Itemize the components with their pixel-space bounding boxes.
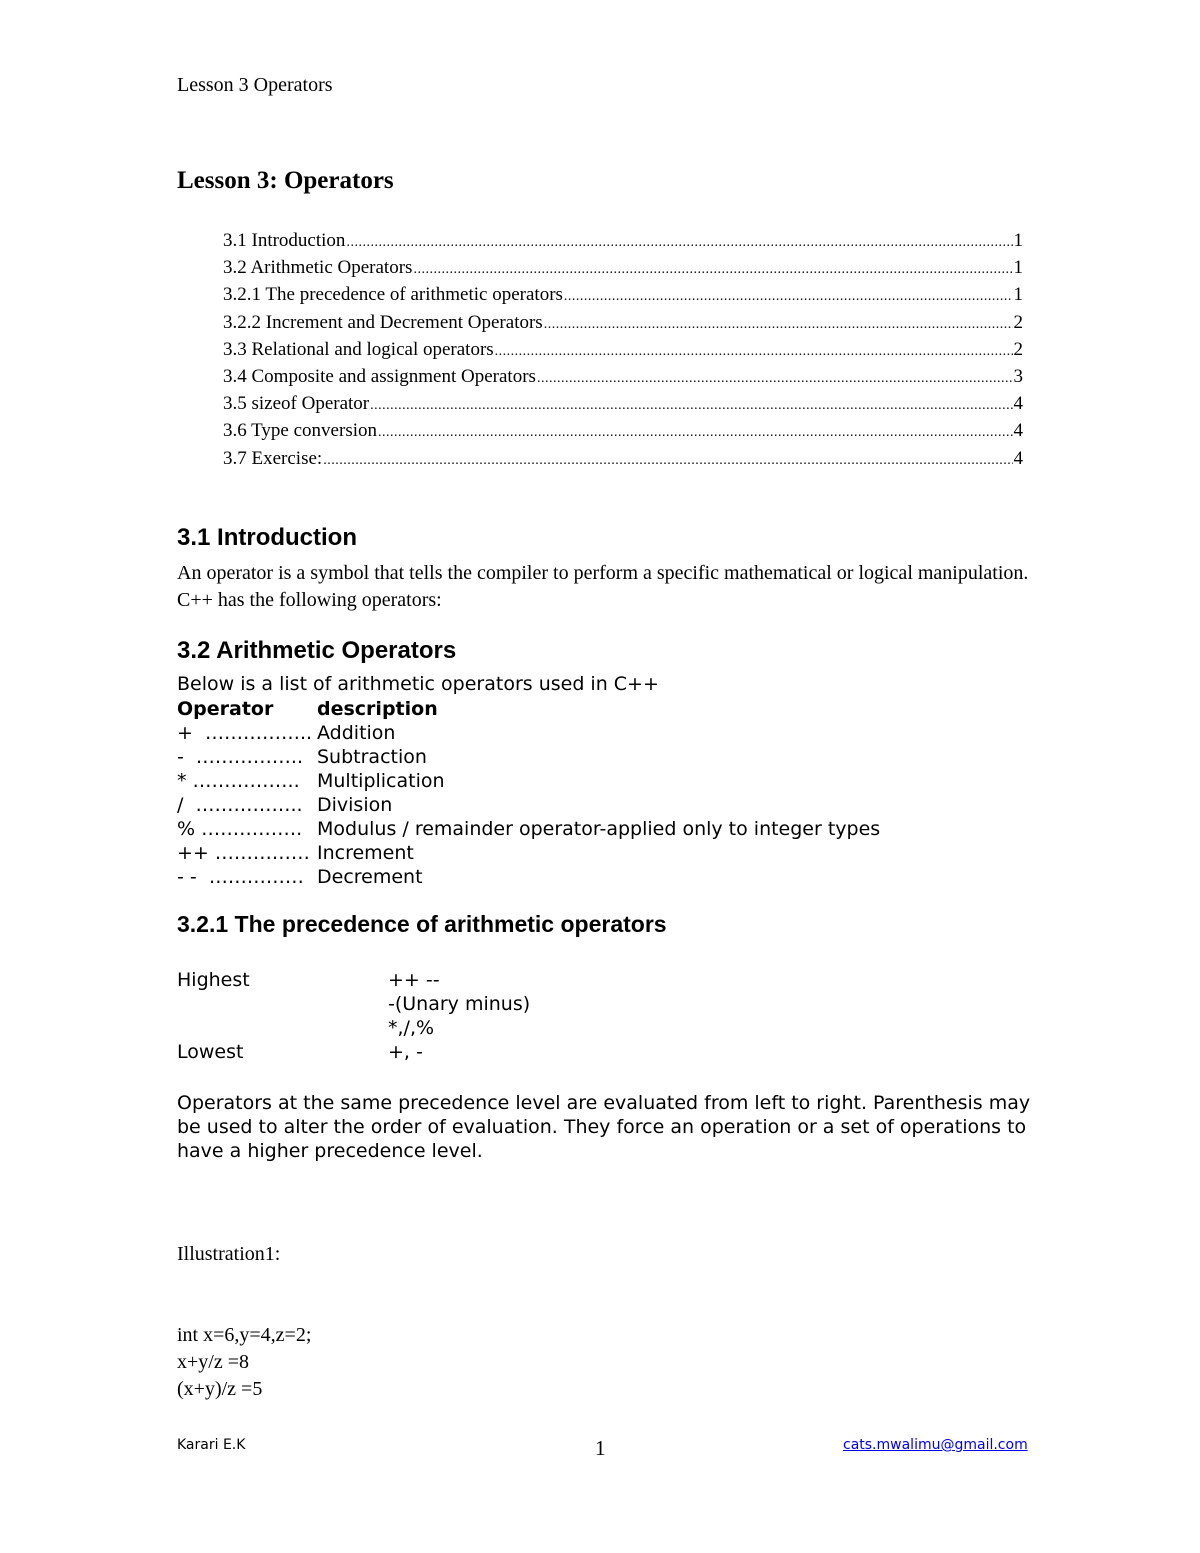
- toc-entry[interactable]: [223, 284, 1023, 311]
- toc-entry-title: 3.2.1 The precedence of arithmetic operators: [223, 284, 563, 306]
- toc-entry-title: 3.2.2 Increment and Decrement Operators: [223, 311, 543, 333]
- toc-entry[interactable]: [223, 339, 1023, 366]
- operator-description: Increment: [317, 842, 414, 864]
- intro-heading: 3.1 Introduction: [177, 524, 357, 551]
- arithmetic-lead: Below is a list of arithmetic operators used in C++: [177, 673, 659, 695]
- operator-description: Multiplication: [317, 770, 445, 792]
- operator-row: [177, 793, 880, 817]
- arithmetic-heading: 3.2 Arithmetic Operators: [177, 637, 457, 664]
- document-title: Lesson 3: Operators: [177, 167, 394, 194]
- operator-symbol: * ……………..: [177, 770, 300, 792]
- precedence-operators: +, -: [388, 1041, 423, 1063]
- toc-entry-title: 3.5 sizeof Operator: [223, 393, 370, 415]
- operator-row: [177, 817, 880, 841]
- operator-list: [177, 697, 880, 889]
- toc-leader-dots: [323, 453, 1012, 469]
- toc-leader-dots: [544, 317, 1013, 333]
- toc-entry-page: 2: [1013, 338, 1023, 360]
- operator-symbol: % …………….: [177, 818, 303, 840]
- operator-row: [177, 841, 880, 865]
- description-column-header: description: [317, 698, 438, 720]
- precedence-operators: -(Unary minus): [388, 993, 531, 1015]
- toc-leader-dots: [564, 289, 1013, 305]
- precedence-row: [177, 1040, 530, 1064]
- toc-entry-page: 2: [1013, 311, 1023, 333]
- precedence-level: [177, 992, 388, 1016]
- toc-entry-page: 1: [1013, 257, 1023, 279]
- precedence-row: [177, 992, 530, 1016]
- operator-description: Modulus / remainder operator-applied only to integer types: [317, 818, 881, 840]
- toc-entry-page: 1: [1013, 230, 1023, 251]
- toc-entry-title: 3.7 Exercise:: [223, 447, 323, 469]
- toc-entry-title: 3.6 Type conversion: [223, 420, 377, 442]
- toc-entry-page: 4: [1013, 420, 1023, 442]
- operator-symbol: + ……………..: [177, 722, 313, 744]
- code-line: x+y/z =8: [177, 1351, 249, 1373]
- toc-entry[interactable]: [223, 366, 1023, 393]
- toc-entry-title: 3.1 Introduction: [223, 230, 346, 251]
- operator-symbol: - ……………..: [177, 746, 304, 768]
- operator-column-header: Operator: [177, 698, 274, 720]
- code-line: int x=6,y=4,z=2;: [177, 1324, 312, 1346]
- precedence-row: [177, 968, 530, 992]
- toc-entry[interactable]: [223, 230, 1023, 257]
- toc-entry-title: 3.3 Relational and logical operators: [223, 338, 494, 360]
- operator-row: [177, 745, 880, 769]
- toc-entry-title: 3.2 Arithmetic Operators: [223, 257, 413, 279]
- footer-author: Karari E.K: [177, 1437, 246, 1453]
- operator-row: [177, 769, 880, 793]
- operator-description: Decrement: [317, 866, 423, 888]
- toc-entry[interactable]: [223, 312, 1023, 339]
- toc-leader-dots: [413, 262, 1012, 278]
- precedence-table: [177, 968, 530, 1064]
- operator-symbol: - - ……………: [177, 866, 304, 888]
- toc-entry[interactable]: [223, 420, 1023, 447]
- toc-leader-dots: [495, 344, 1013, 360]
- footer-email-link[interactable]: cats.mwalimu@gmail.com: [843, 1437, 1028, 1453]
- toc-entry-page: 4: [1013, 393, 1023, 415]
- toc-leader-dots: [370, 398, 1012, 414]
- code-line: (x+y)/z =5: [177, 1378, 263, 1400]
- toc-entry-title: 3.4 Composite and assignment Operators: [223, 365, 536, 387]
- precedence-heading: 3.2.1 The precedence of arithmetic operators: [177, 911, 667, 937]
- toc-entry-page: 3: [1013, 365, 1023, 387]
- table-of-contents: [223, 230, 1023, 475]
- precedence-operators: *,/,%: [388, 1017, 435, 1039]
- precedence-level: [177, 1016, 388, 1040]
- precedence-row: [177, 1016, 530, 1040]
- toc-entry[interactable]: [223, 393, 1023, 420]
- toc-leader-dots: [537, 371, 1013, 387]
- operator-list-header: [177, 697, 880, 721]
- running-header: Lesson 3 Operators: [177, 74, 333, 96]
- operator-description: Addition: [317, 722, 396, 744]
- illustration-label: Illustration1:: [177, 1243, 281, 1265]
- toc-leader-dots: [378, 425, 1013, 441]
- precedence-operators: ++ --: [388, 969, 440, 991]
- operator-symbol: / ……………..: [177, 794, 303, 816]
- page-number: 1: [595, 1436, 606, 1460]
- intro-paragraph: An operator is a symbol that tells the compiler to perform a specific mathematical or logical manipulation. C++ has the following operators:: [177, 562, 1029, 611]
- precedence-level: Highest: [177, 969, 250, 991]
- toc-entry[interactable]: [223, 257, 1023, 284]
- precedence-note: Operators at the same precedence level are evaluated from left to right. Parenthesis may be used to alter the order of evaluation. They force an operation or a set of operations to have a higher precedence level.: [177, 1092, 1031, 1162]
- precedence-level: Lowest: [177, 1041, 244, 1063]
- toc-entry-page: 4: [1013, 447, 1023, 469]
- toc-entry[interactable]: [223, 448, 1023, 475]
- operator-description: Subtraction: [317, 746, 427, 768]
- operator-row: [177, 865, 880, 889]
- toc-entry-page: 1: [1013, 284, 1023, 306]
- operator-symbol: ++ ……………: [177, 842, 310, 864]
- operator-description: Division: [317, 794, 393, 816]
- toc-leader-dots: [346, 235, 1012, 251]
- operator-row: [177, 721, 880, 745]
